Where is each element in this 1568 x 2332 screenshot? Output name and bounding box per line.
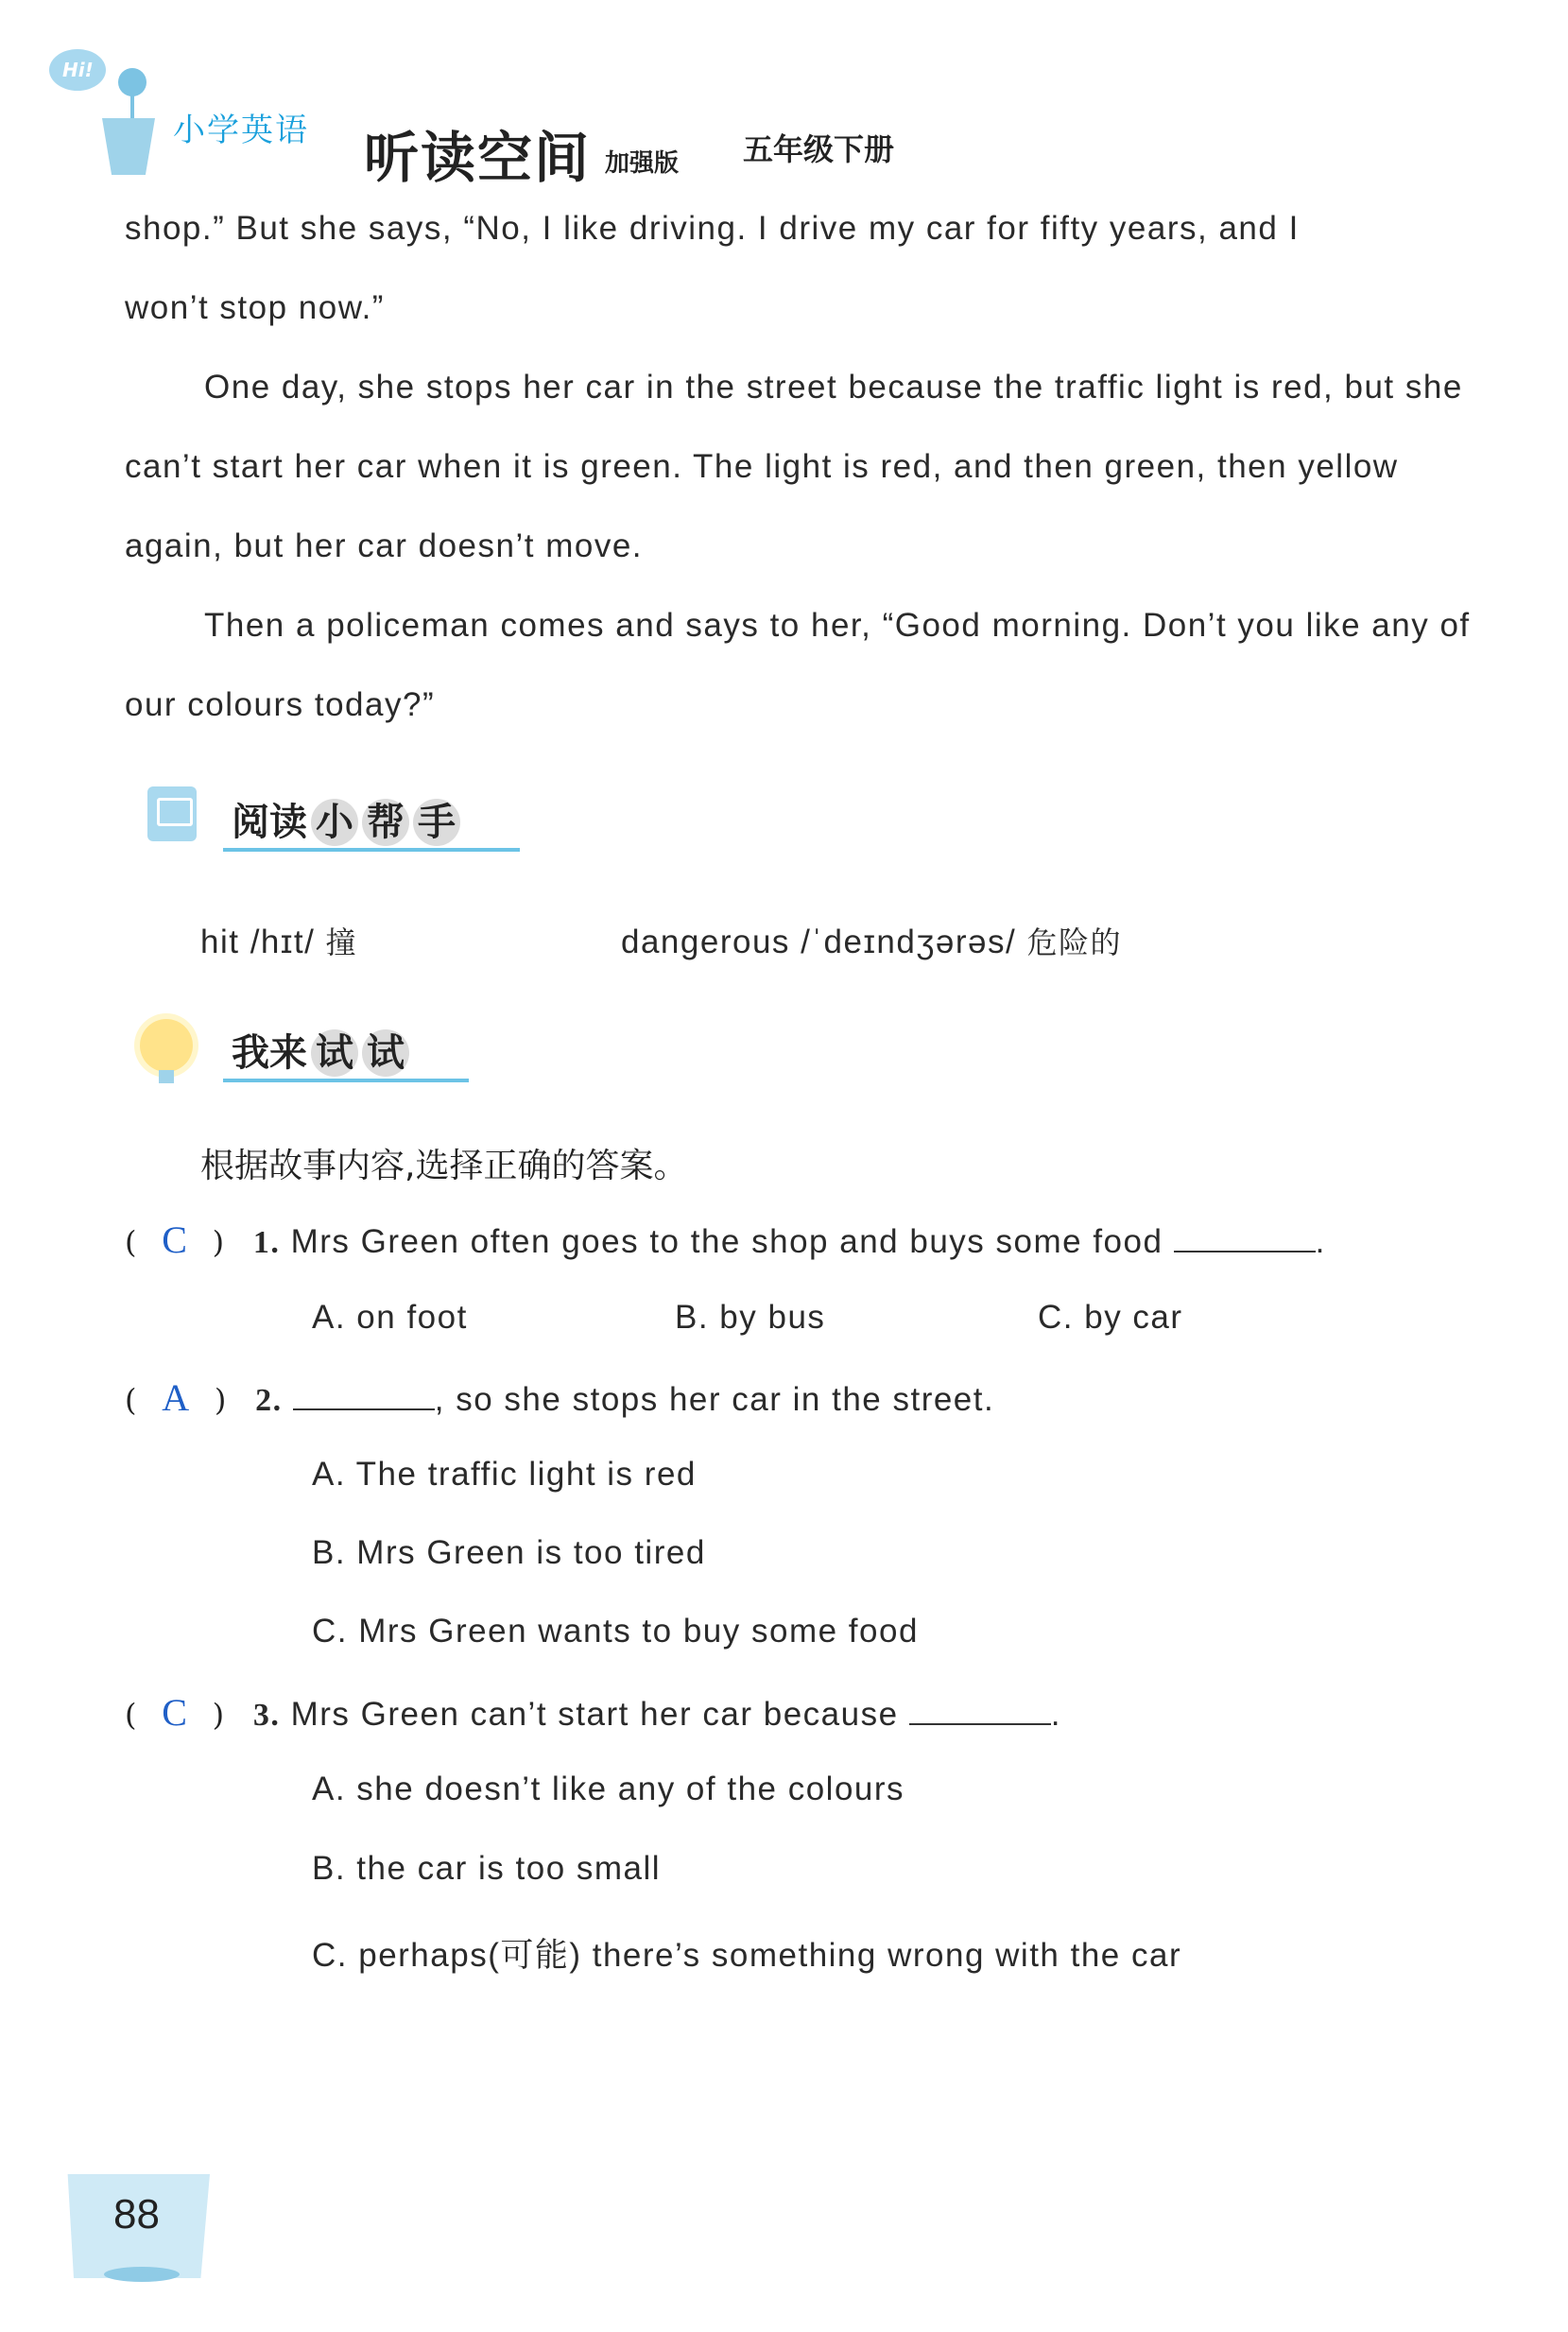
section-title-try-it: 我来 试 试 [232, 1023, 409, 1077]
page-number: 88 [113, 2191, 160, 2237]
hi-bubble-icon: Hi! [49, 49, 106, 91]
book-title: 听读空间 [364, 126, 592, 190]
vocab-item-hit: hit /hɪt/ 撞 [200, 924, 358, 960]
section-underline [223, 848, 520, 852]
flowerpot-icon [102, 118, 155, 175]
vocab-item-dangerous: dangerous /ˈdeɪndʒərəs/ 危险的 [621, 924, 1122, 960]
option-3a: A. she doesn’t like any of the colours [312, 1771, 905, 1807]
option-3c: C. perhaps(可能) there’s something wrong with the car [312, 1937, 1182, 1974]
option-1c: C. by car [1038, 1299, 1183, 1336]
answer-blank [909, 1695, 1051, 1725]
answer-2: A [162, 1376, 191, 1419]
answer-blank [293, 1380, 435, 1410]
option-2a: A. The traffic light is red [312, 1456, 697, 1493]
lightbulb-icon [140, 1019, 193, 1072]
option-2b: B. Mrs Green is too tired [312, 1534, 706, 1571]
book-icon [147, 786, 197, 841]
passage-paragraph-2: One day, she stops her car in the street because the traffic light is red, but she can’t start her car when it is green. The light is red, and then green, then yellow again, but her car doesn’t move. [125, 369, 1463, 564]
page-number-base [104, 2267, 180, 2282]
answer-blank [1174, 1222, 1316, 1252]
question-2: ( A ) 2. , so she stops her car in the street. [125, 1376, 995, 1419]
question-1: ( C ) 1. Mrs Green often goes to the shop and buys some food . [125, 1218, 1326, 1261]
series-name: 小学英语 [173, 112, 309, 149]
passage-line-1: shop.” But she says, “No, I like driving. I drive my car for fifty years, and I [125, 210, 1300, 247]
option-2c: C. Mrs Green wants to buy some food [312, 1613, 919, 1650]
answer-1: C [162, 1218, 189, 1261]
option-1a: A. on foot [312, 1299, 468, 1336]
grade-label: 五年级下册 [743, 131, 895, 167]
flower-stem [130, 95, 134, 121]
answer-3: C [162, 1691, 189, 1734]
question-3: ( C ) 3. Mrs Green can’t start her car because . [125, 1691, 1062, 1734]
passage-paragraph-3: Then a policeman comes and says to her, “Good morning. Don’t you like any of our colours today?” [125, 607, 1471, 723]
option-3b: B. the car is too small [312, 1850, 662, 1887]
flower-icon [118, 68, 146, 96]
edition-label: 加强版 [605, 149, 680, 178]
option-1b: B. by bus [675, 1299, 826, 1336]
instruction-text: 根据故事内容,选择正确的答案。 [200, 1147, 688, 1185]
section-title-reading-helper: 阅读 小 帮 手 [232, 792, 460, 846]
section-underline [223, 1079, 469, 1082]
passage-line-2: won’t stop now.” [125, 289, 385, 326]
